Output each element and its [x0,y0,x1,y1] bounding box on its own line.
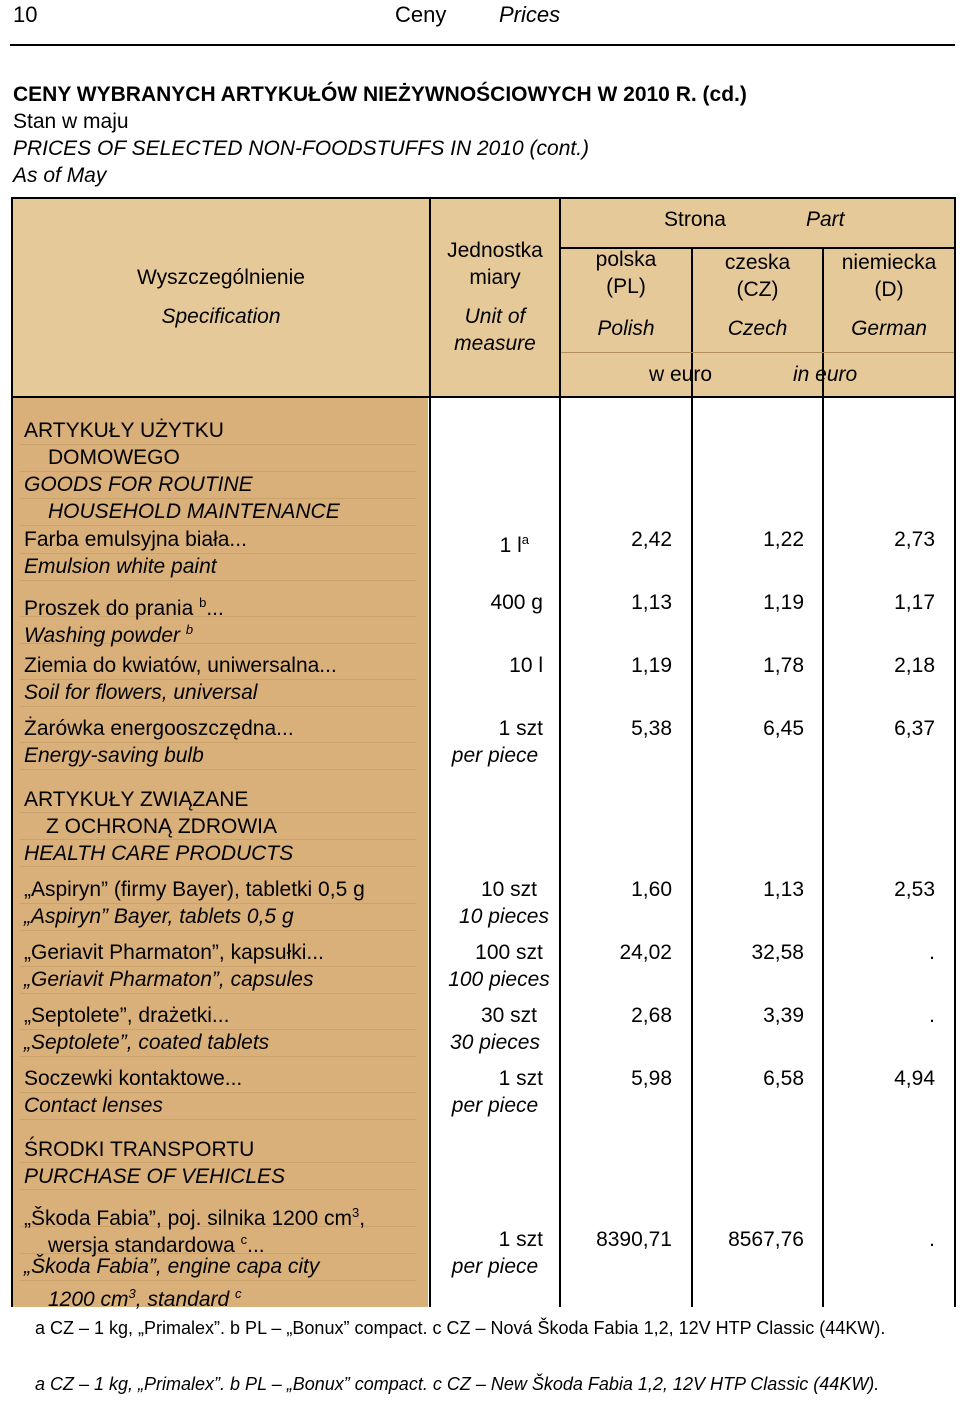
section-health-en: HEALTH CARE PRODUCTS [24,842,294,865]
header-currency-pl: w euro [649,363,713,386]
row-7-unit-en: 30 pieces [450,1031,540,1054]
row-1-de-val: 2,73 [894,528,935,551]
row-5-cz-val: 1,13 [763,878,804,901]
row-8-pl: Soczewki kontaktowe... [24,1067,243,1090]
section-health-pl-2: Z OCHRONĄ ZDROWIA [46,815,277,838]
skoda-de-val: . [929,1228,935,1251]
row-3-pl-val: 1,19 [631,654,672,677]
header-spec-pl: Wyszczególnienie [137,266,305,289]
row-8-cz-val: 6,58 [763,1067,804,1090]
row-6-unit-en: 100 pieces [448,968,550,991]
row-2-cz-val: 1,19 [763,591,804,614]
row-3-cz-val: 1,78 [763,654,804,677]
table-title-pl: CENY WYBRANYCH ARTYKUŁÓW NIEŻYWNOŚCIOWYCH W 2010 R. (cd.) [13,83,747,106]
row-6-pl: „Geriavit Pharmaton”, kapsułki... [24,941,324,964]
header-rule [10,44,955,46]
row-2-en: Washing powder $^b$ [24,622,194,647]
row-separator [20,1056,416,1057]
row-3-pl: Ziemia do kwiatów, uniwersalna... [24,654,337,677]
skoda-pl-2: wersja standardowa $^c$... [48,1232,265,1257]
header-spec-en: Specification [161,305,281,328]
row-5-unit: 10 szt [480,878,538,901]
currency-rule [561,352,954,353]
footnote-en: a CZ – 1 kg, „Primalex”. b PL – „Bonux” compact. c CZ – New Škoda Fabia 1,2, 12V HTP Classic (44KW). [35,1374,880,1394]
row-3-de-val: 2,18 [894,654,935,677]
row-separator [20,580,416,581]
header-strona: Strona [664,208,726,231]
row-3-en: Soil for flowers, universal [24,681,258,704]
skoda-pl-val: 8390,71 [596,1228,672,1251]
skoda-unit-en: per piece [451,1255,539,1278]
header-part: Part [806,208,845,231]
row-1-unit: 1 $l^a$ [499,532,529,557]
header-pl-code: (PL) [606,275,646,298]
section-health-pl-1: ARTYKUŁY ZWIĄZANE [24,788,249,811]
row-7-pl-val: 2,68 [631,1004,672,1027]
table-title-en: PRICES OF SELECTED NON-FOODSTUFFS IN 2010 (cont.) [13,137,590,160]
row-8-en: Contact lenses [24,1094,163,1117]
row-separator [20,1119,416,1120]
header-unit-pl-1: Jednostka [447,239,543,262]
row-5-pl: „Aspiryn” (firmy Bayer), tabletki 0,5 g [24,878,365,901]
row-4-unit: 1 szt [498,717,543,740]
row-8-unit-en: per piece [451,1094,539,1117]
col-divider-cz [822,249,824,1307]
skoda-unit: 1 szt [498,1228,543,1251]
row-7-pl: „Septolete”, drażetki... [24,1004,230,1027]
section-household-en-1: GOODS FOR ROUTINE [24,473,253,496]
row-7-de-val: . [929,1004,935,1027]
section-transport-pl: ŚRODKI TRANSPORTU [24,1138,255,1161]
section-title-pl: Ceny [395,2,447,27]
skoda-en-1: „Škoda Fabia”, engine capa city [24,1255,320,1278]
row-3-unit: 10 l [509,654,543,677]
row-2-de-val: 1,17 [894,591,935,614]
row-6-de-val: . [929,941,935,964]
header-de: niemiecka [841,251,937,274]
skoda-en-2: 1200 $cm^3$, standard $^c$ [48,1286,242,1311]
row-1-en: Emulsion white paint [24,555,217,578]
skoda-cz-val: 8567,76 [728,1228,804,1251]
table-left-border [11,197,13,1307]
row-8-pl-val: 5,98 [631,1067,672,1090]
col-divider-unit [559,197,561,1307]
section-household-en-2: HOUSEHOLD MAINTENANCE [48,500,340,523]
row-separator [20,706,416,707]
row-1-pl: Farba emulsyjna biała... [24,528,247,551]
table-header-border [11,396,956,398]
row-separator [20,769,416,770]
row-1-pl-val: 2,42 [631,528,672,551]
row-5-unit-en: 10 pieces [459,905,549,928]
table-top-border [11,197,956,199]
col-divider-pl [691,249,693,1307]
row-4-unit-en: per piece [451,744,539,767]
header-cz-code: (CZ) [736,278,779,301]
header-pl-en: Polish [597,317,655,340]
header-unit-en-2: measure [454,332,536,355]
header-de-code: (D) [874,278,904,301]
header-currency-en: in euro [793,363,858,386]
row-2-unit: 400 g [490,591,543,614]
header-unit-en-1: Unit of [464,305,526,328]
section-title-en: Prices [499,2,561,27]
section-transport-en: PURCHASE OF VEHICLES [24,1165,286,1188]
row-5-en: „Aspiryn” Bayer, tablets 0,5 g [24,905,294,928]
table-subtitle-en: As of May [13,164,107,187]
row-separator [20,930,416,931]
header-de-en: German [851,317,927,340]
page-number: 10 [13,2,38,27]
row-5-pl-val: 1,60 [631,878,672,901]
row-7-en: „Septolete”, coated tablets [24,1031,270,1054]
row-8-unit: 1 szt [498,1067,543,1090]
header-pl: polska [595,248,657,271]
header-unit-pl-2: miary [469,266,521,289]
row-4-de-val: 6,37 [894,717,935,740]
row-4-en: Energy-saving bulb [24,744,204,767]
header-cz-en: Czech [727,317,788,340]
row-8-de-val: 4,94 [894,1067,935,1090]
row-6-unit: 100 szt [475,941,543,964]
row-6-en: „Geriavit Pharmaton”, capsules [24,968,314,991]
table-subtitle-pl: Stan w maju [13,110,129,133]
footnote-pl: a CZ – 1 kg, „Primalex”. b PL – „Bonux” compact. c CZ – Nová Škoda Fabia 1,2, 12V HTP Classic (44KW). [35,1318,886,1338]
header-cz: czeska [724,251,791,274]
row-2-pl: Proszek do prania $^b$... [24,595,224,620]
table-right-border [954,197,956,1307]
section-household-pl-2: DOMOWEGO [48,446,180,469]
row-4-pl: Żarówka energooszczędna... [24,717,294,740]
row-7-unit: 30 szt [480,1004,538,1027]
row-separator [20,993,416,994]
row-2-pl-val: 1,13 [631,591,672,614]
section-household-pl-1: ARTYKUŁY UŻYTKU [24,419,224,442]
row-1-cz-val: 1,22 [763,528,804,551]
row-6-cz-val: 32,58 [751,941,804,964]
row-4-cz-val: 6,45 [763,717,804,740]
row-6-pl-val: 24,02 [619,941,672,964]
skoda-pl-1: „Škoda Fabia”, poj. silnika 1200 $cm^3$, [24,1205,366,1230]
row-4-pl-val: 5,38 [631,717,672,740]
row-7-cz-val: 3,39 [763,1004,804,1027]
row-5-de-val: 2,53 [894,878,935,901]
